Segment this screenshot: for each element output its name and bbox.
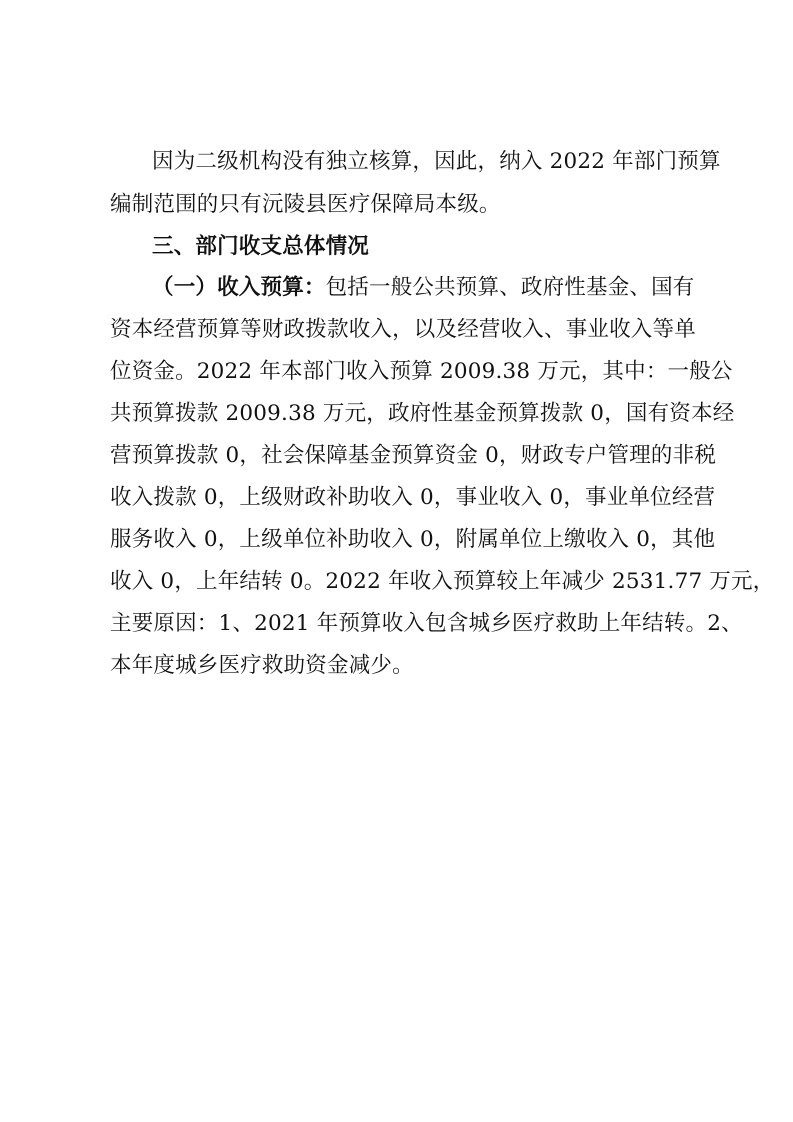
paragraph-line: 因为二级机构没有独立核算，因此，纳入 2022 年部门预算 [152,149,721,174]
subsection-first-line [152,270,695,306]
paragraph-line: 收入拨款 0，上级财政补助收入 0，事业收入 0，事业单位经营 [110,485,716,510]
paragraph-line: 服务收入 0，上级单位补助收入 0，附属单位上缴收入 0，其他 [110,527,716,552]
subsection-text: 包括一般公共预算、政府性基金、国有 [325,275,695,300]
section-heading: 三、部门收支总体情况 [152,234,370,259]
paragraph-line: 主要原因：1、2021 年预算收入包含城乡医疗救助上年结转。2、 [110,611,743,636]
paragraph-line: 共预算拨款 2009.38 万元，政府性基金预算拨款 0，国有资本经 [110,401,735,426]
subsection-label: （一）收入预算： [152,275,326,300]
paragraph-line: 资本经营预算等财政拨款收入，以及经营收入、事业收入等单 [110,317,696,342]
paragraph-line: 编制范围的只有沅陵县医疗保障局本级。 [110,192,501,217]
paragraph-line: 收入 0，上年结转 0。2022 年收入预算较上年减少 2531.77 万元， [110,569,775,594]
paragraph-line: 位资金。2022 年本部门收入预算 2009.38 万元，其中：一般公 [110,359,733,384]
paragraph-line: 本年度城乡医疗救助资金减少。 [110,653,414,678]
paragraph-line: 营预算拨款 0，社会保障基金预算资金 0，财政专户管理的非税 [110,443,717,468]
